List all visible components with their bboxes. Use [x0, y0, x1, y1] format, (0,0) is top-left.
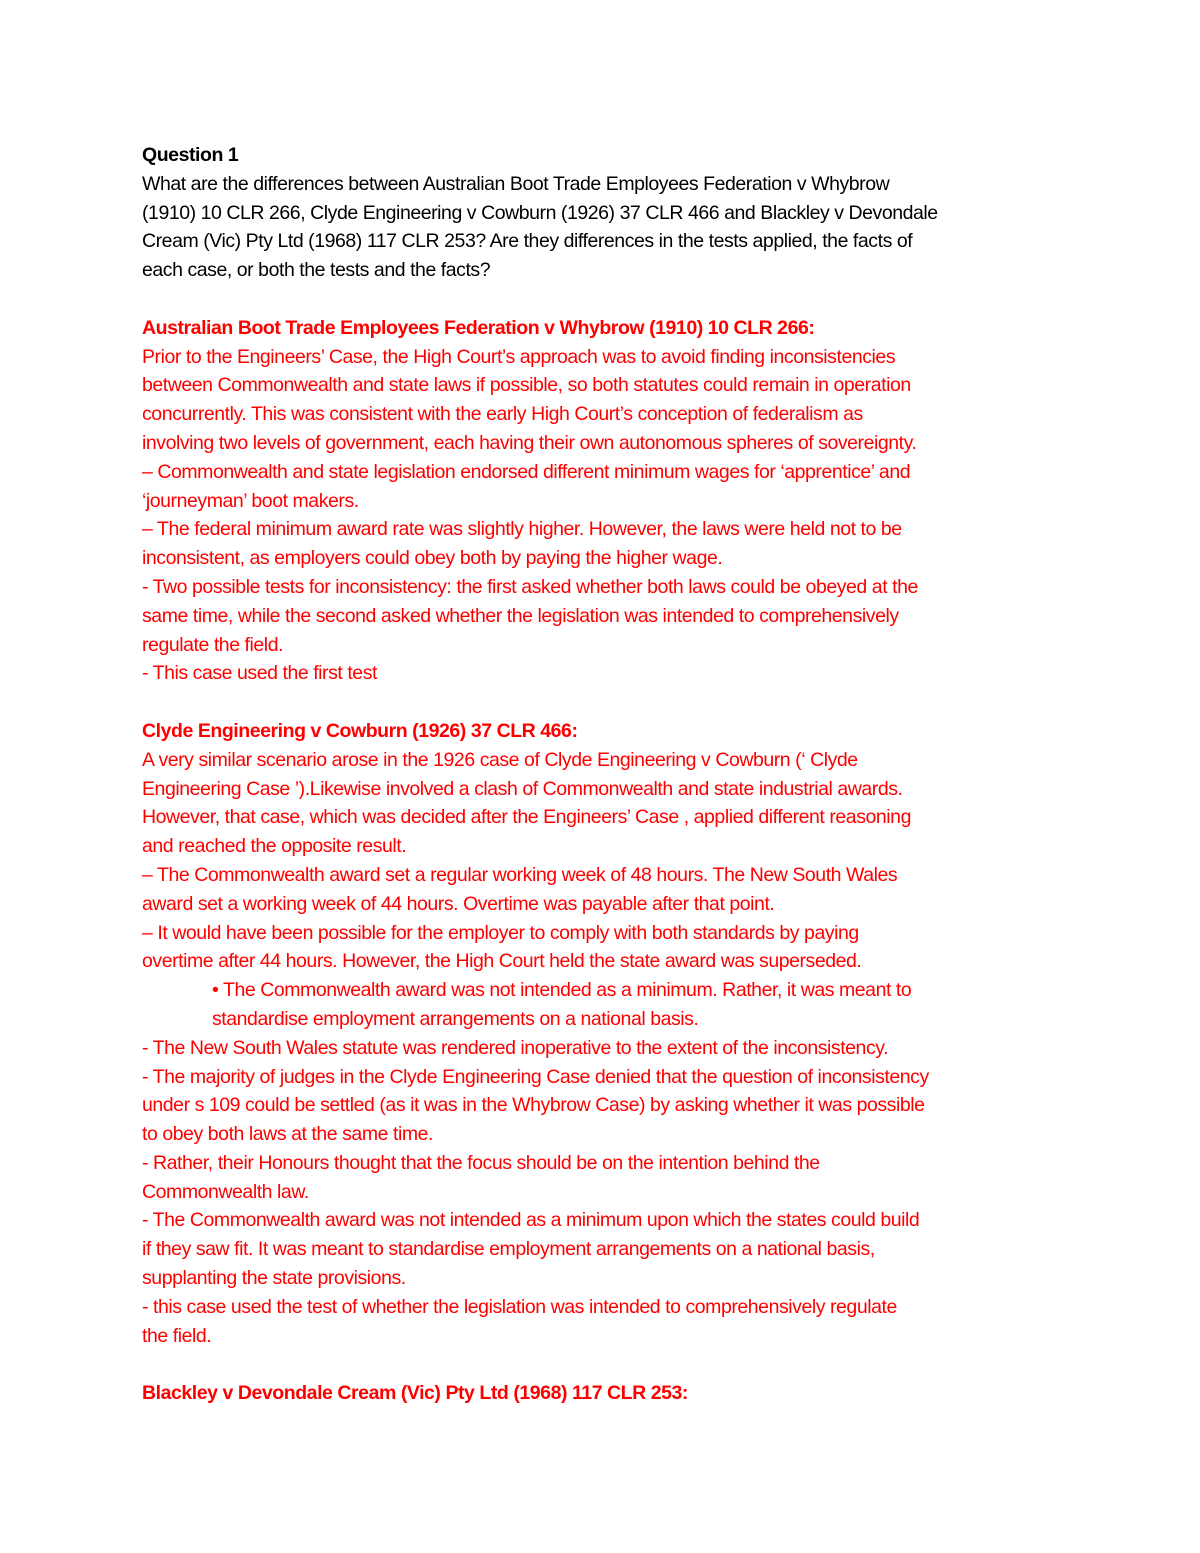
question-line: Cream (Vic) Pty Ltd (1968) 117 CLR 253? Are they differences in the tests applied, the facts of — [142, 230, 913, 253]
question-line: (1910) 10 CLR 266, Clyde Engineering v Cowburn (1926) 37 CLR 466 and Blackley v Devondale — [142, 201, 938, 224]
clyde-line: to obey both laws at the same time. — [142, 1123, 433, 1146]
paragraph-spacer — [142, 688, 1072, 717]
whybrow-text — [142, 343, 1072, 689]
clyde-line: However, that case, which was decided after the Engineers’ Case , applied different reasoning — [142, 806, 911, 829]
question-heading: Question 1 — [142, 144, 239, 166]
paragraph-spacer — [142, 285, 1072, 314]
whybrow-line: same time, while the second asked whether the legislation was intended to comprehensively — [142, 604, 899, 627]
clyde-line: - The New South Wales statute was rendered inoperative to the extent of the inconsistency. — [142, 1036, 889, 1059]
whybrow-line: – Commonwealth and state legislation endorsed different minimum wages for ‘apprentice’ and — [142, 460, 911, 483]
clyde-line: - The majority of judges in the Clyde Engineering Case denied that the question of inconsistency — [142, 1065, 929, 1088]
whybrow-line: – The federal minimum award rate was slightly higher. However, the laws were held not to be — [142, 518, 902, 541]
question-line: each case, or both the tests and the facts? — [142, 259, 491, 282]
clyde-bullet-line: • The Commonwealth award was not intended as a minimum. Rather, it was meant to — [212, 979, 912, 1002]
clyde-line: supplanting the state provisions. — [142, 1267, 406, 1290]
clyde-line: overtime after 44 hours. However, the High Court held the state award was superseded. — [142, 950, 862, 973]
clyde-line: A very similar scenario arose in the 1926 case of Clyde Engineering v Cowburn (‘ Clyde — [142, 748, 858, 771]
whybrow-line: inconsistent, as employers could obey both by paying the higher wage. — [142, 547, 723, 570]
clyde-line: – The Commonwealth award set a regular working week of 48 hours. The New South Wales — [142, 863, 898, 886]
clyde-line: the field. — [142, 1324, 212, 1347]
clyde-line: and reached the opposite result. — [142, 835, 407, 858]
clyde-line: – It would have been possible for the employer to comply with both standards by paying — [142, 921, 859, 944]
clyde-text — [142, 746, 1072, 1351]
clyde-line: if they saw fit. It was meant to standardise employment arrangements on a national basis, — [142, 1238, 875, 1261]
clyde-line: - The Commonwealth award was not intended as a minimum upon which the states could build — [142, 1209, 920, 1232]
whybrow-line: - Two possible tests for inconsistency: the first asked whether both laws could be obeyed at the — [142, 575, 918, 598]
whybrow-line: concurrently. This was consistent with the early High Court’s conception of federalism as — [142, 403, 863, 426]
clyde-line: - this case used the test of whether the legislation was intended to comprehensively regulate — [142, 1295, 897, 1318]
clyde-heading: Clyde Engineering v Cowburn (1926) 37 CLR 466: — [142, 719, 578, 742]
document-body — [142, 141, 1072, 1408]
question-line: What are the differences between Australian Boot Trade Employees Federation v Whybrow — [142, 172, 890, 195]
clyde-bullet-line: standardise employment arrangements on a national basis. — [212, 1007, 699, 1030]
question-text — [142, 170, 1072, 285]
clyde-line: Commonwealth law. — [142, 1180, 309, 1203]
paragraph-spacer — [142, 1350, 1072, 1379]
whybrow-line: between Commonwealth and state laws if possible, so both statutes could remain in operation — [142, 374, 911, 397]
whybrow-line: regulate the field. — [142, 633, 284, 656]
clyde-line: Engineering Case ’).Likewise involved a clash of Commonwealth and state industrial awards. — [142, 777, 903, 800]
clyde-line: under s 109 could be settled (as it was in the Whybrow Case) by asking whether it was possible — [142, 1094, 925, 1117]
clyde-line: award set a working week of 44 hours. Overtime was payable after that point. — [142, 892, 775, 915]
clyde-line: - Rather, their Honours thought that the focus should be on the intention behind the — [142, 1151, 820, 1174]
whybrow-line: ‘journeyman’ boot makers. — [142, 489, 359, 512]
whybrow-line: - This case used the first test — [142, 662, 377, 685]
whybrow-line: Prior to the Engineers’ Case, the High Court’s approach was to avoid finding inconsistencies — [142, 345, 896, 368]
whybrow-line: involving two levels of government, each having their own autonomous spheres of sovereignty. — [142, 431, 917, 454]
blackley-heading: Blackley v Devondale Cream (Vic) Pty Ltd (1968) 117 CLR 253: — [142, 1382, 688, 1405]
whybrow-heading: Australian Boot Trade Employees Federation v Whybrow (1910) 10 CLR 266: — [142, 316, 815, 339]
